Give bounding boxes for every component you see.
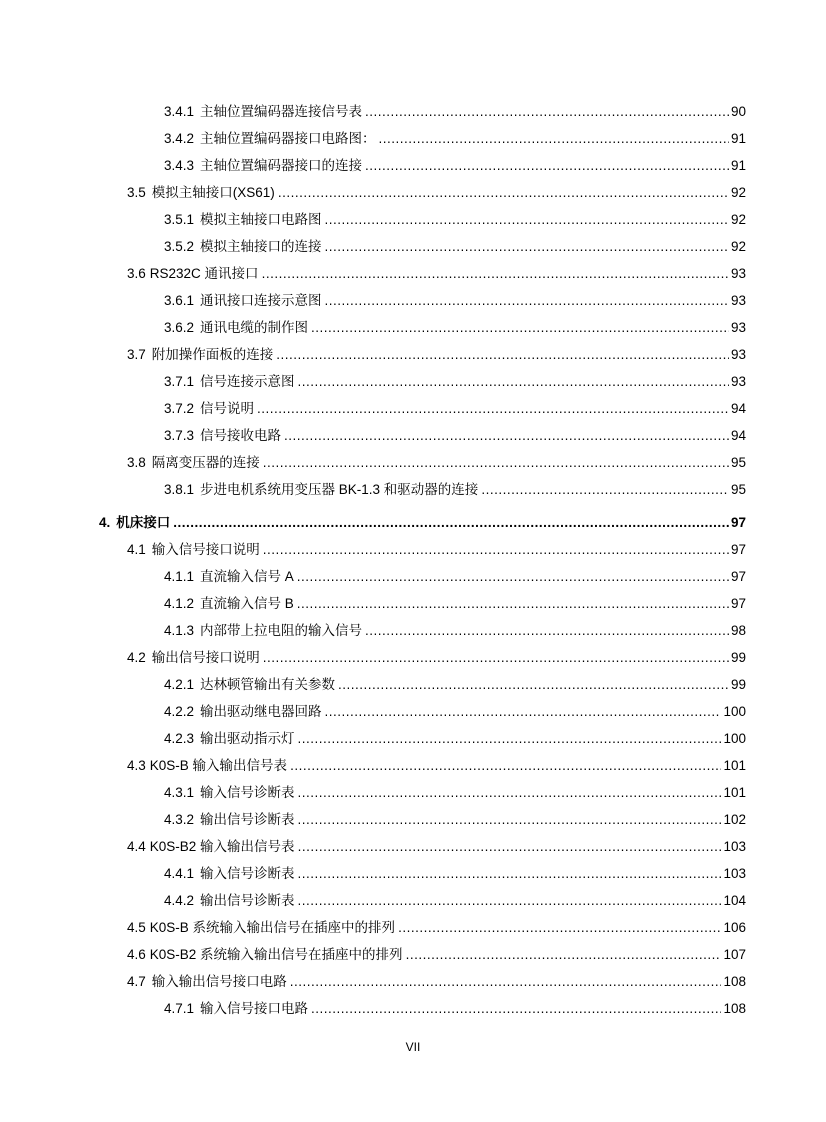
toc-entry-number: 3.7 [127,347,146,362]
toc-entry-number: 4.2.3 [164,731,195,746]
toc-entry-number: 4.3.2 [164,812,195,827]
dot-leader [398,915,721,941]
toc-entry-page: 97 [730,596,746,611]
toc-entry-title: 输出信号诊断表 [200,812,295,827]
toc-entry[interactable] [0,996,826,1022]
dot-leader [325,207,729,233]
dot-leader [297,564,729,590]
toc-entry-page: 106 [723,920,746,935]
toc-entry-page: 92 [730,185,746,200]
toc-entry-title: 主轴位置编码器连接信号表 [200,104,363,119]
toc-entry-page: 103 [723,839,746,854]
toc-entry[interactable] [0,234,826,260]
dot-leader [311,996,721,1022]
toc-entry-number: 4.1 [127,542,146,557]
toc-entry-number: 3.8.1 [164,482,195,497]
toc-entry-page: 91 [730,131,746,146]
toc-entry-title: 输入信号诊断表 [200,785,295,800]
toc-entry[interactable] [0,510,826,536]
toc-entry-page: 99 [730,677,746,692]
toc-entry-title: 通讯接口连接示意图 [200,293,322,308]
dot-leader [298,861,722,887]
toc-entry-title: 直流输入信号 A [200,569,294,584]
toc-entry-number: 3.4.2 [164,131,195,146]
toc-entry[interactable] [0,342,826,368]
toc-entry-number: 4.2.1 [164,677,195,692]
toc-entry[interactable] [0,915,826,941]
toc-entry-page: 90 [730,104,746,119]
toc-entry-page: 101 [723,785,746,800]
toc-entry-number: 4.2 [127,650,146,665]
toc-entry[interactable] [0,591,826,617]
toc-entry-title: 通讯电缆的制作图 [200,320,309,335]
toc-entry-number: 4.1.2 [164,596,195,611]
toc-entry-number: 4.7 [127,974,146,989]
toc-entry[interactable] [0,888,826,914]
toc-entry[interactable] [0,423,826,449]
toc-entry[interactable] [0,315,826,341]
toc-entry-number: 3.4.1 [164,104,195,119]
toc-entry-page: 108 [723,1001,746,1016]
toc-entry-title: 模拟主轴接口(XS61) [151,185,275,200]
dot-leader [406,942,722,968]
toc-entry-title: 输出驱动继电器回路 [200,704,322,719]
toc-entry-title: 信号连接示意图 [200,374,295,389]
toc-entry[interactable] [0,477,826,503]
dot-leader [276,342,729,368]
toc-entry-title: 模拟主轴接口的连接 [200,239,322,254]
dot-leader [298,888,722,914]
toc-entry-title: 达林顿管输出有关参数 [200,677,336,692]
toc-entry-page: 93 [730,293,746,308]
toc-entry-number: 4.6 [127,947,146,962]
toc-entry[interactable] [0,618,826,644]
toc-entry-number: 4.3.1 [164,785,195,800]
toc-entry-page: 95 [730,455,746,470]
toc-entry[interactable] [0,942,826,968]
toc-entry-title: 主轴位置编码器接口电路图： [200,131,376,146]
toc-entry-title: 信号说明 [200,401,255,416]
toc-entry-page: 93 [730,266,746,281]
toc-entry-number: 3.6.1 [164,293,195,308]
toc-entry-page: 97 [730,515,746,530]
dot-leader [365,153,729,179]
dot-leader [297,591,729,617]
toc-entry-number: 3.4.3 [164,158,195,173]
toc-entry-title: K0S-B2 系统输入输出信号在插座中的排列 [149,947,403,962]
toc-entry-title: 隔离变压器的连接 [151,455,260,470]
toc-entry-page: 104 [723,893,746,908]
dot-leader [290,969,722,995]
toc-entry-page: 92 [730,239,746,254]
toc-entry-number: 4.1.1 [164,569,195,584]
toc-entry-page: 94 [730,428,746,443]
toc-entry-number: 4.4.2 [164,893,195,908]
toc-entry-page: 93 [730,320,746,335]
toc-entry[interactable] [0,564,826,590]
toc-entry-number: 4. [99,515,111,530]
toc-entry-title: 机床接口 [116,515,171,530]
dot-leader [263,537,729,563]
dot-leader [298,780,722,806]
dot-leader [290,753,721,779]
dot-leader [263,645,729,671]
toc-entry[interactable] [0,834,826,860]
toc-entry-title: 输入信号接口电路 [200,1001,309,1016]
dot-leader [173,510,729,536]
toc-entry[interactable] [0,180,826,206]
toc-entry-number: 3.7.2 [164,401,195,416]
dot-leader [481,477,729,503]
toc-entry-page: 97 [730,542,746,557]
toc-entry-page: 107 [723,947,746,962]
toc-entry-page: 99 [730,650,746,665]
toc-entry-number: 4.1.3 [164,623,195,638]
page-number: VII [405,1040,421,1054]
toc-entry-page: 92 [730,212,746,227]
toc-entry-number: 4.7.1 [164,1001,195,1016]
toc-entry-page: 103 [723,866,746,881]
toc-entry-title: RS232C 通讯接口 [149,266,259,281]
toc-entry[interactable] [0,699,826,725]
toc-entry-title: 输出驱动指示灯 [200,731,295,746]
toc-entry-page: 101 [723,758,746,773]
toc-entry-title: K0S-B 输入输出信号表 [149,758,288,773]
toc-entry-number: 3.5.2 [164,239,195,254]
toc-entry[interactable] [0,645,826,671]
dot-leader [298,807,722,833]
dot-leader [365,99,729,125]
toc-entry[interactable] [0,807,826,833]
toc-entry-number: 3.6 [127,266,146,281]
toc-entry-number: 4.4 [127,839,146,854]
dot-leader [262,261,729,287]
toc-entry[interactable] [0,153,826,179]
toc-entry-number: 3.5 [127,185,146,200]
toc-entry-number: 3.6.2 [164,320,195,335]
toc-entry-page: 93 [730,374,746,389]
toc-entry-number: 3.7.1 [164,374,195,389]
toc-entry-title: 内部带上拉电阻的输入信号 [200,623,363,638]
toc-entry-number: 3.5.1 [164,212,195,227]
dot-leader [311,315,729,341]
dot-leader [365,618,729,644]
dot-leader [298,726,722,752]
toc-entry-number: 4.2.2 [164,704,195,719]
toc-entry-title: 输出信号接口说明 [151,650,260,665]
dot-leader [278,180,729,206]
dot-leader [325,234,729,260]
toc-entry[interactable] [0,207,826,233]
toc-entry-page: 93 [730,347,746,362]
toc-entry-page: 94 [730,401,746,416]
toc-entry[interactable] [0,288,826,314]
toc-entry[interactable] [0,726,826,752]
dot-leader [257,396,729,422]
toc-entry-page: 100 [723,704,746,719]
toc-entry[interactable] [0,369,826,395]
toc-entry-title: K0S-B2 输入输出信号表 [149,839,295,854]
toc-entry[interactable] [0,537,826,563]
toc-entry[interactable] [0,780,826,806]
toc-entry[interactable] [0,753,826,779]
toc-entry[interactable] [0,450,826,476]
toc-entry[interactable] [0,261,826,287]
dot-leader [298,369,729,395]
toc-entry[interactable] [0,396,826,422]
toc-entry-title: 主轴位置编码器接口的连接 [200,158,363,173]
dot-leader [379,126,729,152]
toc-entry-title: 输入输出信号接口电路 [151,974,287,989]
toc-entry-title: 信号接收电路 [200,428,282,443]
dot-leader [325,288,729,314]
toc-entry-page: 108 [723,974,746,989]
dot-leader [284,423,729,449]
toc-entry-number: 4.4.1 [164,866,195,881]
toc-entry-title: 输入信号接口说明 [151,542,260,557]
toc-entry[interactable] [0,861,826,887]
dot-leader [263,450,729,476]
toc-entry-page: 97 [730,569,746,584]
toc-entry-number: 3.8 [127,455,146,470]
toc-entry-title: 步进电机系统用变压器 BK-1.3 和驱动器的连接 [200,482,479,497]
toc-entry-page: 102 [723,812,746,827]
toc-entry-title: 输入信号诊断表 [200,866,295,881]
toc-entry-title: 附加操作面板的连接 [151,347,274,362]
toc-entry-page: 100 [723,731,746,746]
toc-entry-page: 95 [730,482,746,497]
toc-entry-title: 输出信号诊断表 [200,893,295,908]
dot-leader [325,699,722,725]
toc-entry-page: 91 [730,158,746,173]
toc-entry[interactable] [0,969,826,995]
toc-entry-title: 模拟主轴接口电路图 [200,212,322,227]
toc-entry[interactable] [0,99,826,125]
dot-leader [338,672,729,698]
dot-leader [298,834,722,860]
toc-entry-title: 直流输入信号 B [200,596,294,611]
toc-entry-page: 98 [730,623,746,638]
toc-entry[interactable] [0,672,826,698]
toc-entry-title: K0S-B 系统输入输出信号在插座中的排列 [149,920,396,935]
toc-entry-number: 4.5 [127,920,146,935]
toc-entry-number: 3.7.3 [164,428,195,443]
toc-entry-number: 4.3 [127,758,146,773]
toc-entry[interactable] [0,126,826,152]
